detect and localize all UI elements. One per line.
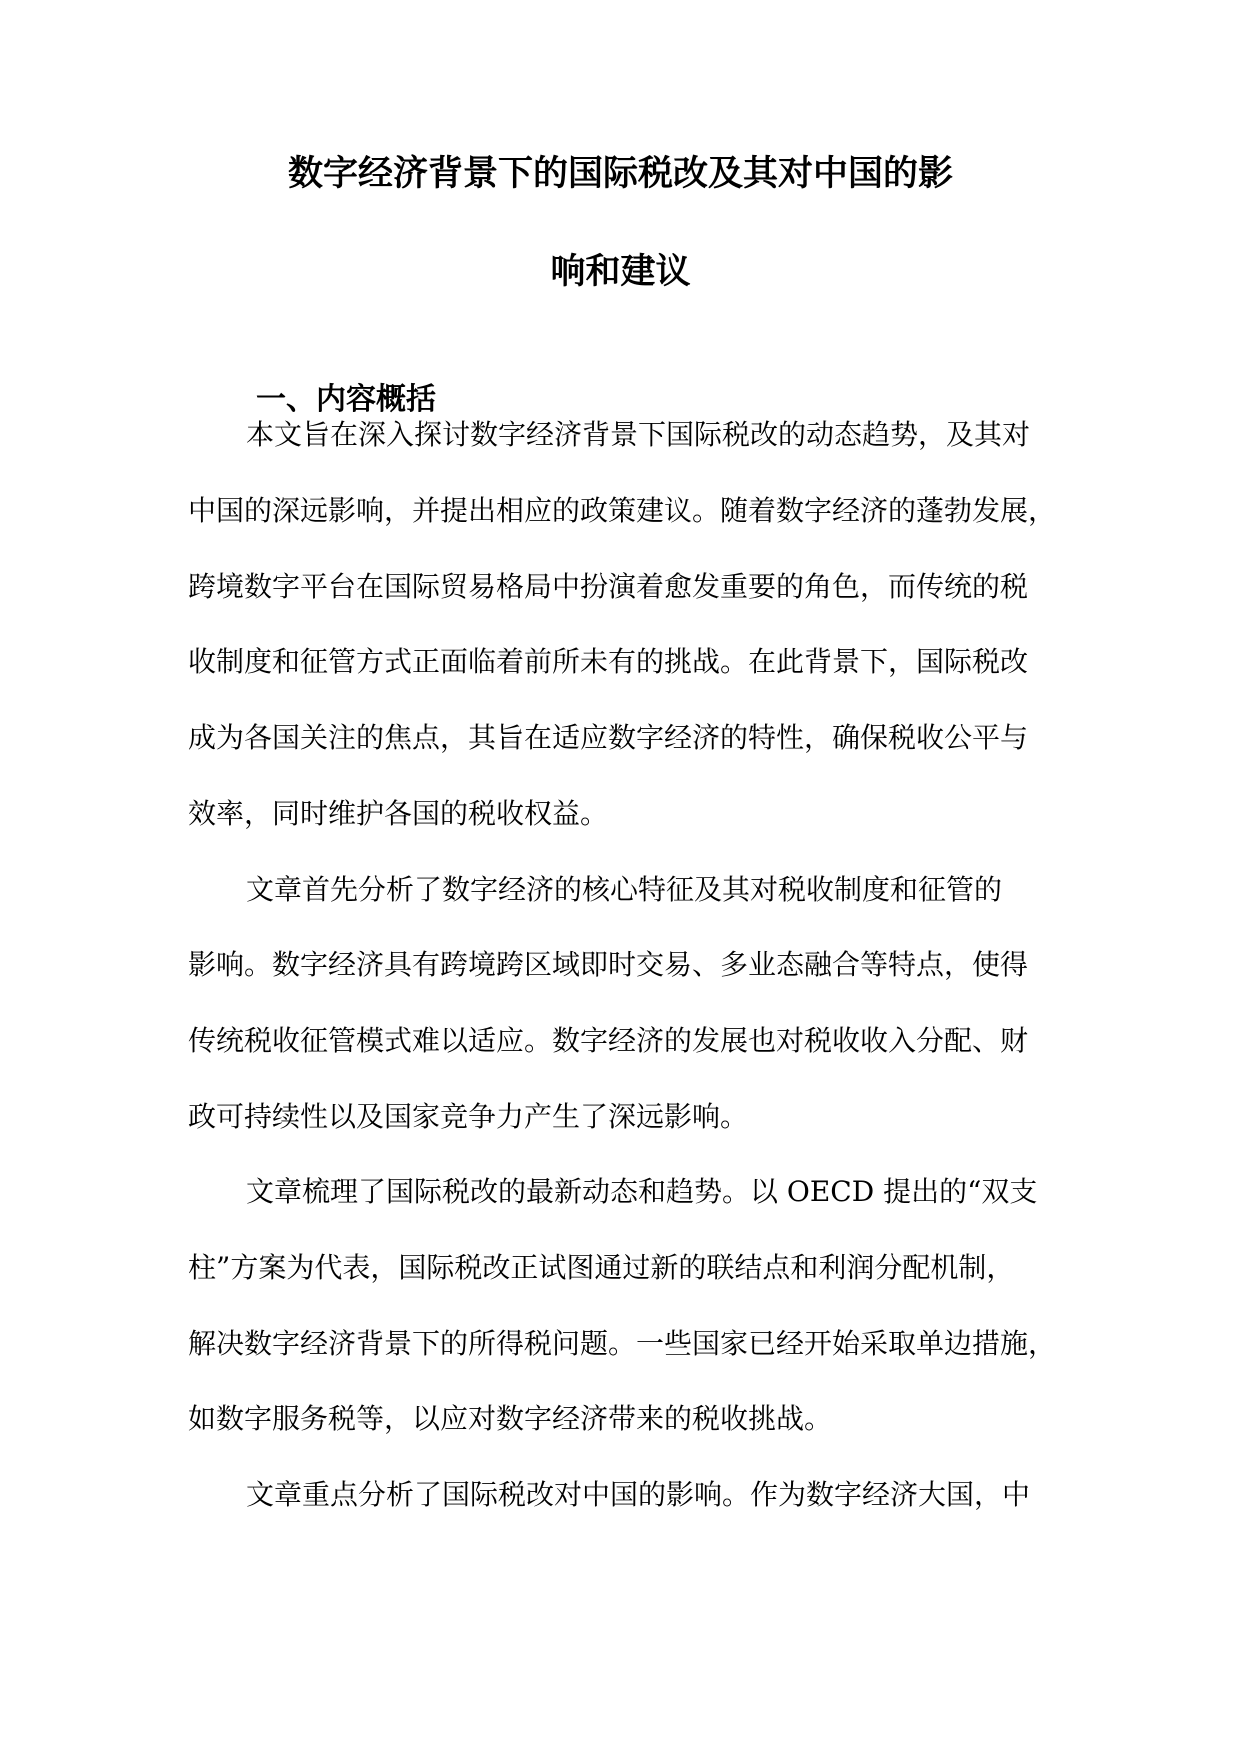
paragraph-line: 传统税收征管模式难以适应。数字经济的发展也对税收收入分配、财: [188, 1024, 1029, 1057]
paragraph-line: 政可持续性以及国家竞争力产生了深远影响。: [188, 1100, 749, 1133]
paragraph-line: 如数字服务税等，以应对数字经济带来的税收挑战。: [188, 1402, 833, 1435]
paragraph-line: 收制度和征管方式正面临着前所未有的挑战。在此背景下，国际税改: [188, 645, 1029, 678]
paragraph-line: 影响。数字经济具有跨境跨区域即时交易、多业态融合等特点，使得: [188, 948, 1029, 981]
section-heading: 一、内容概括: [256, 382, 436, 417]
paragraph-line: 中国的深远影响，并提出相应的政策建议。随着数字经济的蓬勃发展，: [188, 494, 1057, 527]
paragraph-line: 柱”方案为代表，国际税改正试图通过新的联结点和利润分配机制，: [188, 1251, 1015, 1284]
paragraph-line: 解决数字经济背景下的所得税问题。一些国家已经开始采取单边措施，: [188, 1327, 1057, 1360]
document-title-line-2: 响和建议: [550, 252, 691, 292]
paragraph-line: 成为各国关注的焦点，其旨在适应数字经济的特性，确保税收公平与: [188, 721, 1029, 754]
paragraph-line: 跨境数字平台在国际贸易格局中扮演着愈发重要的角色，而传统的税: [188, 570, 1029, 603]
paragraph-line: 文章梳理了国际税改的最新动态和趋势。以 OECD 提出的“双支: [246, 1175, 1038, 1208]
document-title-line-1: 数字经济背景下的国际税改及其对中国的影: [287, 154, 953, 194]
paragraph-line: 文章重点分析了国际税改对中国的影响。作为数字经济大国，中: [246, 1478, 1031, 1511]
paragraph-line: 文章首先分析了数字经济的核心特征及其对税收制度和征管的: [246, 873, 1003, 906]
paragraph-line: 本文旨在深入探讨数字经济背景下国际税改的动态趋势，及其对: [246, 418, 1031, 451]
paragraph-line: 效率，同时维护各国的税收权益。: [188, 797, 609, 830]
